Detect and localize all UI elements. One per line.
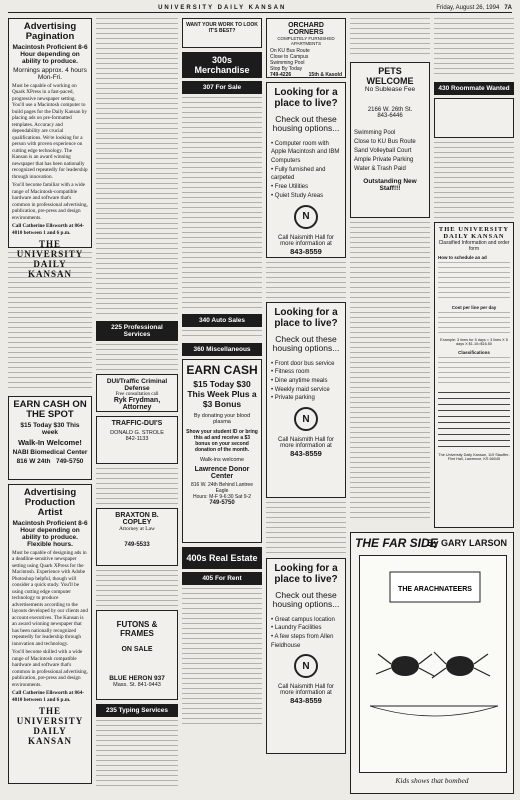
pagination-contact: Call Catherine Ellsworth at 864-4810 between 1 and 6 p.m. xyxy=(12,223,85,236)
section-225-heading: 225 Professional Services xyxy=(96,321,178,341)
earn-by: By donating your blood plasma xyxy=(193,413,251,426)
orchard-addr: 15th & Kasold xyxy=(308,72,342,78)
housing1-subtext: Check out these housing options... xyxy=(272,114,340,134)
wanted-text: WANT YOUR WORK TO LOOK IT'S BEST? xyxy=(186,22,258,34)
column-6 xyxy=(434,18,514,222)
sunpointe-ad xyxy=(434,98,514,138)
donor-addr: 816 W. 24th Behind Lantree Eagle xyxy=(191,482,253,495)
housing2-call: Call Naismith Hall for more information at xyxy=(277,437,334,450)
pagination-apply: You'll become familiar with a wide range of Macintosh-compatible hardware and software that's common in professional advertising, publication, pre-press and design environments. xyxy=(12,182,88,221)
pagination-ad xyxy=(8,18,92,280)
classified-listings-6 xyxy=(96,720,178,790)
classified-listings-15 xyxy=(434,142,514,222)
pagination-subtitle: Macintosh Proficient 8-6 Hour depending on ability to produce. xyxy=(12,43,88,65)
comic-sign: THE ARACHNATEERS xyxy=(398,586,472,593)
form-rates-title: Cost per line per day xyxy=(451,305,497,310)
header-page-number: 7A xyxy=(504,4,512,11)
form-how: How to schedule an ad xyxy=(438,255,487,260)
housing3-phone: 843-8559 xyxy=(290,696,322,706)
form-logo: THE UNIVERSITY DAILY KANSAN xyxy=(438,226,510,240)
classified-listings-7 xyxy=(182,97,262,311)
classified-listings-8 xyxy=(182,330,262,340)
housing2-feature: • Private parking xyxy=(271,394,341,403)
earn-cash-address: 816 W 24th xyxy=(16,457,51,465)
section-340-heading: 340 Auto Sales xyxy=(182,314,262,327)
housing3-feature: • A few steps from Allen Fieldhouse xyxy=(271,633,341,650)
housing2-features xyxy=(271,360,341,403)
heron-addr: Mass. St. 841-9443 xyxy=(113,682,161,688)
section-360-heading: 360 Miscellaneous xyxy=(182,343,262,356)
comic-title: THE FAR SIDE xyxy=(355,536,438,550)
futons-sale: ON SALE xyxy=(121,646,153,653)
orchard-contact xyxy=(270,72,342,78)
donor-name: Lawrence Donor Center xyxy=(194,466,250,481)
housing1-call: Call Naismith Hall for more information at xyxy=(277,234,334,247)
pagination-title: Advertising Pagination xyxy=(23,21,77,42)
traffic-ad xyxy=(96,416,178,464)
classified-listings-5 xyxy=(96,570,178,606)
far-side-comic xyxy=(350,532,514,794)
classified-listings-1 xyxy=(8,252,92,392)
form-classifications: Classifications xyxy=(458,350,490,355)
earn-show: Show your student ID or bring this ad and receive a $3 bonus on your second donation of the month. xyxy=(186,429,258,454)
naismith-housing-ad-2 xyxy=(266,302,346,498)
pets-feature: Water & Trash Paid xyxy=(354,166,406,172)
form-example: Example: 3 lines for 5 days = 3 lines X 5 days X $1.10=$16.50 xyxy=(440,338,508,346)
earn-amount-large: $15 Today $30 This Week Plus a $3 Bonus xyxy=(187,379,257,409)
traffic-phone: 842-1133 xyxy=(125,436,149,442)
donor-phone: 749-5750 xyxy=(209,500,235,507)
column-4 xyxy=(266,18,346,758)
orchard-sub: COMPLETELY FURNISHED APARTMENTS xyxy=(277,36,335,46)
braxton-ad xyxy=(96,508,178,566)
naismith-logo-icon: N xyxy=(294,407,318,431)
orchard-item: Swimming Pool xyxy=(270,60,305,66)
earn-title-large: EARN CASH xyxy=(186,363,258,377)
naismith-logo-icon: N xyxy=(294,654,318,678)
orchard-item: On KU Bus Route xyxy=(270,48,310,54)
orchard-item: Stop By Today xyxy=(270,66,303,72)
header-date: Friday, August 26, 1994 xyxy=(436,4,500,11)
classified-listings-4 xyxy=(96,468,178,504)
housing3-feature: • Laundry Facilities xyxy=(271,624,341,633)
header-title: UNIVERSITY DAILY KANSAN xyxy=(158,4,287,11)
classified-listings-3 xyxy=(96,344,178,374)
dui-tag: Free consultation call xyxy=(115,392,159,397)
housing2-phone: 843-8559 xyxy=(290,449,322,459)
pets-feature: Sand Volleyball Court xyxy=(354,148,412,154)
housing1-question: Looking for a place to live? xyxy=(274,87,338,109)
housing1-phone: 843-8559 xyxy=(290,246,322,256)
section-405-heading: 405 For Rent xyxy=(182,572,262,585)
housing1-features xyxy=(271,140,341,201)
production-subtitle: Macintosh Proficient 8-6 Hour depending on ability to produce. Flexible hours. xyxy=(12,519,88,548)
classified-order-form xyxy=(434,222,514,528)
classified-listings-9 xyxy=(182,588,262,728)
braxton-phone: 749-5533 xyxy=(124,542,150,548)
dui-title: DUI/Traffic Criminal Defense xyxy=(106,378,168,392)
form-rates-table xyxy=(438,312,510,336)
pagination-hours: Mornings approx. 4 hours Mon-Fri. xyxy=(13,66,87,81)
pets-welcome-ad xyxy=(350,62,430,218)
housing3-feature: • Great campus location xyxy=(271,616,341,625)
earn-cash-phone: 749-5750 xyxy=(55,457,84,465)
pagination-logo: THE UNIVERSITY DAILY KANSAN xyxy=(16,239,84,280)
comic-author: By GARY LARSON xyxy=(426,538,507,548)
column-1 xyxy=(8,18,92,788)
housing2-feature: • Fitness room xyxy=(271,368,341,377)
braxton-title: BRAXTON B. COPLEY xyxy=(115,512,159,526)
pagination-body: Must be capable of working on Quark XPress in a fast-paced, progressive newspaper setting. You'll use a Macintosh computer to build pages for the Daily Kansan by placing ads on pre-formatted templates. Accuracy and dependability are crucial qualifications. We're looking for a person with proven experience on cutting edge technology. The Kansan is an award winning newspaper that has been nationally recognized repeatedly for leadership through innovation. xyxy=(12,82,88,180)
production-artist-ad xyxy=(8,484,92,784)
dui-ad xyxy=(96,374,178,412)
earn-cash-ad-large xyxy=(182,359,262,543)
form-classifications-list xyxy=(438,357,510,387)
housing2-feature: • Dine anytime meals xyxy=(271,377,341,386)
housing2-feature: • Weekly maid service xyxy=(271,386,341,395)
form-instructions xyxy=(438,262,510,302)
comic-panel xyxy=(359,555,507,773)
earn-cash-center: NABI Biomedical Center xyxy=(12,448,88,456)
form-title: Classified Information and order form xyxy=(438,240,510,252)
classified-listings-10 xyxy=(266,262,346,298)
earn-cash-ad-small xyxy=(8,396,92,480)
earn-cash-address-line xyxy=(12,458,88,465)
housing2-question: Looking for a place to live? xyxy=(274,307,338,329)
section-430-heading: 430 Roommate Wanted xyxy=(434,82,514,95)
page-header xyxy=(8,3,512,13)
production-title: Advertising Production Artist xyxy=(23,487,77,518)
housing2-feature: • Front door bus service xyxy=(271,360,341,369)
naismith-logo-icon: N xyxy=(294,205,318,229)
classified-listings-12 xyxy=(350,18,430,58)
classified-listings-11 xyxy=(266,502,346,554)
form-line[interactable] xyxy=(438,441,510,447)
orchard-phone: 749-4226 xyxy=(270,72,292,78)
earn-cash-title: EARN CASH ON THE SPOT xyxy=(13,399,87,420)
classified-listings-2 xyxy=(96,18,178,318)
traffic-name: DONALD G. STROLE xyxy=(110,430,164,436)
pets-title: PETS WELCOME xyxy=(366,66,414,86)
wanted-ad xyxy=(182,18,262,48)
earn-cash-walkins: Walk-In Welcome! xyxy=(18,437,82,447)
section-300-heading: 300s Merchandise xyxy=(182,52,262,78)
form-mail-to: The University Daily Kansan, 119 Stauffer-Flint Hall, Lawrence, KS 66045 xyxy=(438,453,510,461)
column-3 xyxy=(182,18,262,728)
traffic-title: TRAFFIC-DUI'S xyxy=(111,420,163,427)
classified-listings-13 xyxy=(350,222,430,522)
orchard-title: ORCHARD CORNERS xyxy=(288,22,324,36)
production-apply: You'll become skilled with a wide range of Macintosh compatible hardware and software that's common in professional advertising, publication, pre-press and design environments. xyxy=(12,649,88,688)
pets-feature: Swimming Pool xyxy=(354,130,396,136)
earn-cash-amount: $15 Today $30 This week xyxy=(20,421,80,436)
dui-name: Ryk Frydman, Attorney xyxy=(113,397,161,411)
pets-feature: Close to KU Bus Route xyxy=(354,139,416,145)
comic-drawing xyxy=(360,556,508,774)
pets-features xyxy=(354,129,426,174)
housing2-subtext: Check out these housing options... xyxy=(272,334,340,354)
housing3-call: Call Naismith Hall for more information at xyxy=(277,684,334,697)
futons-title: FUTONS & FRAMES xyxy=(116,620,158,638)
housing1-feature: • Computer room with Apple Macintosh and IBM Computers xyxy=(271,140,341,166)
pets-feature: Ample Private Parking xyxy=(354,157,414,163)
earn-walk: Walk-ins welcome xyxy=(199,457,245,464)
production-logo: THE UNIVERSITY DAILY KANSAN xyxy=(16,706,84,747)
naismith-housing-ad-3 xyxy=(266,558,346,754)
column-5 xyxy=(350,18,430,522)
heron-name: BLUE HERON 937 xyxy=(109,675,165,682)
futons-ad xyxy=(96,610,178,700)
production-contact: Call Catherine Ellsworth at 864-4810 between 1 and 6 p.m. xyxy=(12,690,85,703)
pets-footer: Outstanding New Staff!!! xyxy=(363,178,417,192)
pets-phone: 843-6446 xyxy=(377,113,403,119)
classified-listings-14 xyxy=(434,18,514,78)
housing3-subtext: Check out these housing options... xyxy=(272,590,340,610)
pets-sub: No Sublease Fee xyxy=(364,86,416,93)
braxton-sub: Attorney at Law xyxy=(118,526,156,532)
housing1-feature: • Quiet Study Areas xyxy=(271,192,341,201)
production-body: Must be capable of designing ads in a deadline-sensitive newspaper setting using Quark XPress for the Macintosh. Experience with Adobe Photoshop helpful, though will consider a quick study. You'll be using cutting edge computer technology to produce advertisements according to the layouts developed by our clients and account executives. The Kansan is an award winning newspaper that has been nationally recognized repeatedly for leadership through innovation and technology. xyxy=(12,549,88,647)
housing3-question: Looking for a place to live? xyxy=(274,563,338,585)
housing1-feature: • Fully furnished and carpeted xyxy=(271,166,341,183)
section-235-heading: 235 Typing Services xyxy=(96,704,178,717)
housing1-feature: • Free Utilities xyxy=(271,183,341,192)
orchard-item: Close to Campus xyxy=(270,54,309,60)
column-2 xyxy=(96,18,178,790)
pets-addr: 2166 W. 26th St. xyxy=(367,107,413,113)
comic-caption: Kids shows that bombed xyxy=(395,776,469,785)
donor-hours: Hours: M-F 9-6:30 Sat 9-2 xyxy=(192,494,252,501)
orchard-corners-ad xyxy=(266,18,346,78)
header-date-group xyxy=(436,5,512,11)
housing3-features xyxy=(271,616,341,651)
orchard-item-list xyxy=(270,48,342,72)
section-307-heading: 307 For Sale xyxy=(182,81,262,94)
section-400-heading: 400s Real Estate xyxy=(182,547,262,569)
naismith-housing-ad-1 xyxy=(266,82,346,258)
